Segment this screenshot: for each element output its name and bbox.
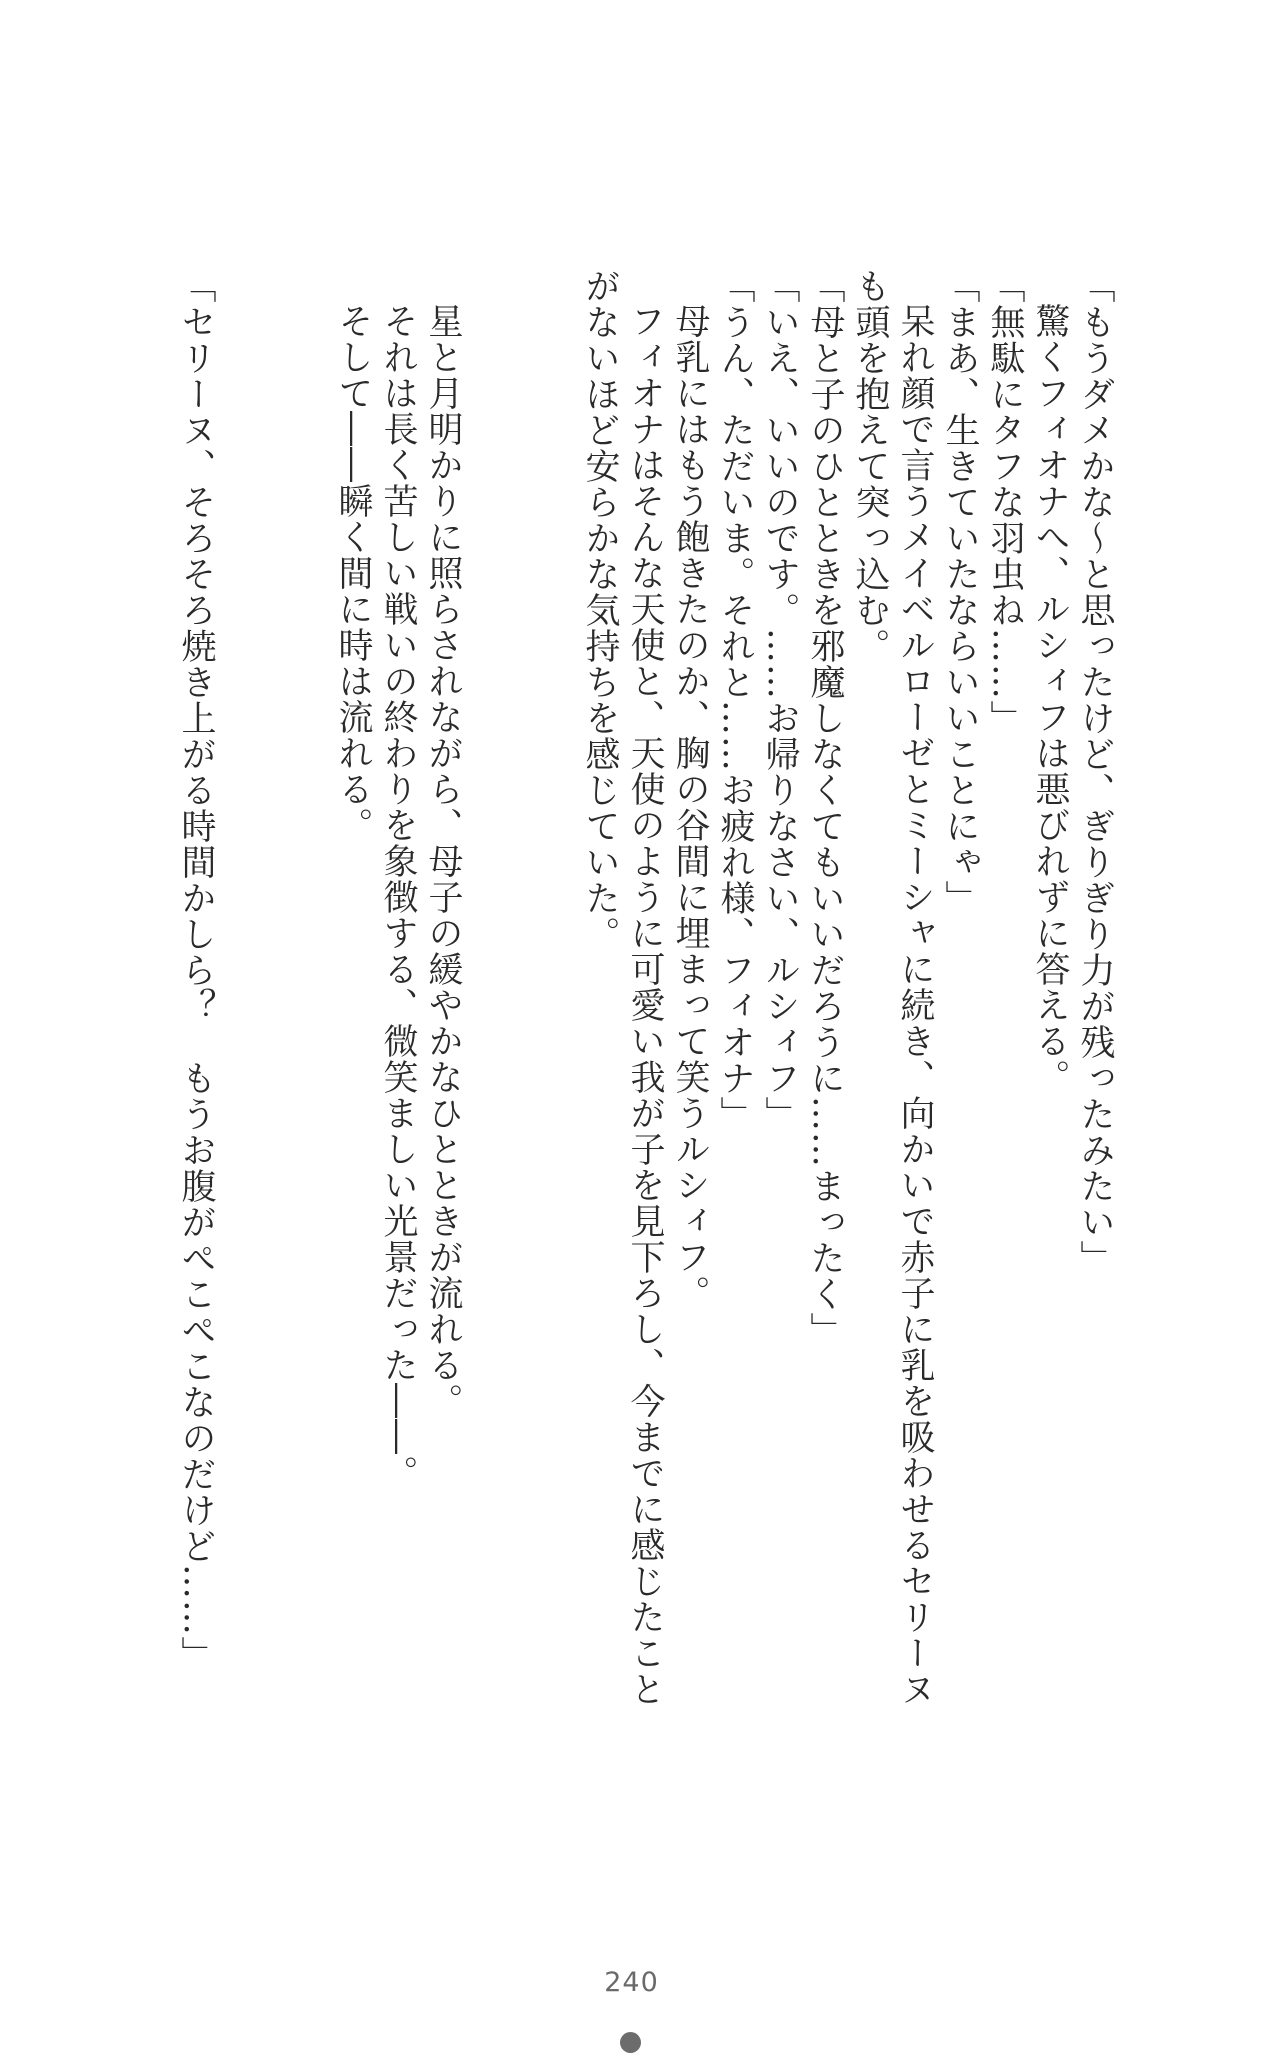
dialogue-line: 「うん、ただいま。それと……お疲れ様、フィオナ」 <box>715 268 755 1132</box>
dialogue-line: 「まあ、生きていたならいいことにゃ」 <box>940 268 980 916</box>
narration-line: 呆れ顔で言うメイベルローゼとミーシャに続き、向かいで赤子に乳を吸わせるセリーヌ <box>895 303 935 1707</box>
narration-line: フィオナはそんな天使と、天使のように可愛い我が子を見下ろし、今までに感じたこと <box>625 303 665 1707</box>
vertical-text-body <box>173 268 1117 1707</box>
narration-line-continued: も頭を抱えて突っ込む。 <box>850 268 890 664</box>
scene-break <box>218 268 330 1688</box>
dialogue-line: 「母と子のひとときを邪魔しなくてもいいだろうに……まったく」 <box>805 268 845 1348</box>
dialogue-line: 「もうダメかな～と思ったけど、ぎりぎり力が残ったみたい」 <box>1075 268 1115 1276</box>
dialogue-line: 「セリーヌ、そろそろ焼き上がる時間かしら？ もうお腹がぺこぺこなのだけど……」 <box>176 268 216 1672</box>
narration-line: 星と月明かりに照らされながら、母子の緩やかなひとときが流れる。 <box>423 303 463 1419</box>
narration-line-continued: がないほど安らかな気持ちを感じていた。 <box>580 268 620 952</box>
dialogue-line: 「無駄にタフな羽虫ね……」 <box>985 268 1025 736</box>
scene-break <box>465 268 577 1688</box>
dialogue-line: 「いえ、いいのです。……お帰りなさい、ルシィフ」 <box>760 268 800 1132</box>
page-marker-dot-icon <box>620 2032 641 2053</box>
narration-line: 驚くフィオナへ、ルシィフは悪びれずに答える。 <box>1030 303 1070 1095</box>
narration-line: そして――瞬く間に時は流れる。 <box>333 303 373 843</box>
page-number: 240 <box>604 1967 659 1998</box>
narration-line: 母乳にはもう飽きたのか、胸の谷間に埋まって笑うルシィフ。 <box>670 303 710 1311</box>
narration-line: それは長く苦しい戦いの終わりを象徴する、微笑ましい光景だった――。 <box>378 303 418 1491</box>
